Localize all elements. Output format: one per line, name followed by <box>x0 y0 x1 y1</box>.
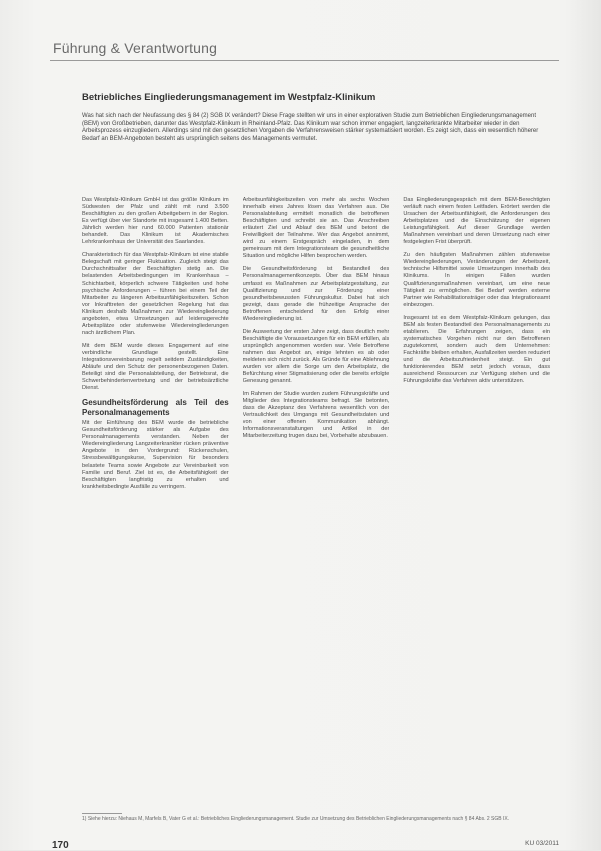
section-header: Führung & Verantwortung <box>53 40 218 56</box>
paragraph: Das Eingliederungsgespräch mit dem BEM-Berechtigten verläuft nach einem festen Leitfaden. Erörtert werden die Ursachen der Arbeitsunfähigkeit, die Anforderungen des Arbeitsplatzes und die Einschätzung der eigenen Leistungsfähigkeit. Auf dieser Grundlage werden Maßnahmen vereinbart und deren Umsetzung nach einer festgelegten Frist überprüft. <box>403 197 551 246</box>
text-column-1 <box>82 197 229 802</box>
paragraph: Das Westpfalz-Klinikum GmbH ist das größte Klinikum im Südwesten der Pfalz und zählt mit rund 3.500 Beschäftigten zu den großen Arbeitgebern in der Region. Es verfügt über vier Standorte mit insgesamt 1.400 Betten. Jährlich werden hier rund 60.000 Patienten stationär behandelt. Das Klinikum ist Akademisches Lehrkrankenhaus der Universität des Saarlandes. <box>82 197 229 246</box>
footnote-divider <box>82 813 122 814</box>
footnote-marker: 1) Siehe hierzu: <box>82 816 118 822</box>
article-title: Betriebliches Eingliederungsmanagement im Westpfalz-Klinikum <box>82 92 376 103</box>
subheading: Gesundheitsförderung als Teil des Personalmanagements <box>82 398 229 417</box>
journal-reference: KU 03/2011 <box>525 840 559 847</box>
paragraph: Im Rahmen der Studie wurden zudem Führungskräfte und Mitglieder des Integrationsteams befragt. Sie betonten, dass die Akzeptanz des Verfahrens wesentlich von der Vertraulichkeit des Umgangs mit Gesundheitsdaten und von einer offenen Kommunikation abhängt. Informationsveranstaltungen und Artikel in der Mitarbeiterzeitung trugen dazu bei, Vorbehalte abzubauen. <box>242 391 390 440</box>
article-lead: Was hat sich nach der Neufassung des § 84 (2) SGB IX verändert? Diese Frage stellten wir uns in einer explorativen Studie zum Betrieblichen Eingliederungsmanagement (BEM) von Großbetrieben, darunter das Westpfalz-Klinikum in Rheinland-Pfalz. Das Klinikum war schon immer engagiert, langzeiterkrankte Mitarbeiter wieder in den Arbeitsprozess einzugliedern. Allerdings sind mit den gesetzlichen Vorgaben die Verfahrensweisen stärker systematisiert worden. Es zeigt sich, dass ein wesentlich höherer Bedarf an BEM-Angeboten besteht als ursprünglich seitens des Managements vermutet. <box>82 113 539 142</box>
header-divider <box>50 60 559 61</box>
page-number: 170 <box>52 840 69 851</box>
paragraph: Charakteristisch für das Westpfalz-Klinikum ist eine stabile Belegschaft mit geringer Fluktuation. Zugleich steigt das Durchschnittsalter der Beschäftigten stetig an. Die belastenden Arbeitsbedingungen im Krankenhaus – Schichtarbeit, körperlich schwere Tätigkeiten und hohe psychische Anforderungen – führen bei einem Teil der Mitarbeiter zu längeren Arbeitsunfähigkeitszeiten. Schon vor Inkrafttreten der gesetzlichen Regelung hat das Klinikum deshalb Maßnahmen zur Wiedereingliederung angeboten, etwa Umsetzungen auf leidensgerechte Arbeitsplätze oder stufenweise Wiedereingliederungen nach ärztlichem Plan. <box>82 252 229 336</box>
text-column-3 <box>403 197 550 802</box>
paragraph: Mit der Einführung des BEM wurde die betriebliche Gesundheitsförderung stärker als Aufgabe des Personalmanagements verstanden. Neben der Wiedereingliederung Langzeiterkrankter rücken präventive Angebote in den Vordergrund: Rückenschulen, Stressbewältigungskurse, Supervision für besonders belastete Teams sowie Angebote zur Vereinbarkeit von Familie und Beruf. Ziel ist es, die Arbeitsfähigkeit der Beschäftigten langfristig zu erhalten und krankheitsbedingte Ausfälle zu verringern. <box>82 420 229 490</box>
article-intro <box>82 92 550 180</box>
paragraph: Die Gesundheitsförderung ist Bestandteil des Personalmanagementkonzepts. Über das BEM hinaus umfasst es Maßnahmen zur Arbeitsplatzgestaltung, zur Qualifizierung und zur Förderung einer gesundheitsbewussten Führungskultur. Dabei hat sich gezeigt, dass gerade die frühzeitige Ansprache der Betroffenen entscheidend für den Erfolg einer Wiedereingliederung ist. <box>242 266 390 322</box>
article-body <box>82 197 550 802</box>
paragraph: Arbeitsunfähigkeitszeiten von mehr als sechs Wochen innerhalb eines Jahres lösen das Verfahren aus. Die Personalabteilung ermittelt monatlich die betroffenen Beschäftigten und schreibt sie an. Das Anschreiben erläutert Ziel und Ablauf des BEM und betont die Freiwilligkeit der Teilnahme. Wer das Angebot annimmt, wird zu einem Erstgespräch eingeladen, in dem gemeinsam mit dem Integrationsteam die gesundheitliche Situation und mögliche Hilfen besprochen werden. <box>242 197 390 260</box>
paragraph: Die Auswertung der ersten Jahre zeigt, dass deutlich mehr Beschäftigte die Voraussetzungen für ein BEM erfüllen, als ursprünglich angenommen worden war. Viele Betroffene nahmen das Angebot an, einige lehnten es ab oder meldeten sich nicht zurück. Als Gründe für eine Ablehnung wurden vor allem die Sorge um den Arbeitsplatz, die Befürchtung einer Stigmatisierung oder die bereits erfolgte Genesung genannt. <box>242 328 390 385</box>
paragraph: Zu den häufigsten Maßnahmen zählen stufenweise Wiedereingliederungen, Veränderungen der Arbeitszeit, technische Hilfsmittel sowie Umsetzungen innerhalb des Klinikums. In einigen Fällen wurden Qualifizierungsmaßnahmen vereinbart, um eine neue Tätigkeit zu ermöglichen. Bei Bedarf werden externe Partner wie Rehabilitationsträger oder das Integrationsamt einbezogen. <box>403 252 551 308</box>
footnote-text: Niehaus M, Marfels B, Vater G et al.: Betriebliches Eingliederungsmanagement. Studie zur Umsetzung des Betrieblichen Eingliederungsmanagements nach § 84 Abs. 2 SGB IX. <box>118 816 510 822</box>
footnote <box>82 813 550 822</box>
paragraph: Insgesamt ist es dem Westpfalz-Klinikum gelungen, das BEM als festen Bestandteil des Personalmanagements zu etablieren. Die Erfahrungen zeigen, dass ein systematisches Vorgehen nicht nur den Betroffenen zugutekommt, sondern auch dem Unternehmen: Fachkräfte bleiben erhalten, Ausfallzeiten werden reduziert und die Arbeitszufriedenheit steigt. Ein gut funktionierendes BEM setzt jedoch voraus, dass ausreichend Ressourcen zur Verfügung stehen und die Führungskräfte das Verfahren aktiv unterstützen. <box>403 314 551 385</box>
paragraph: Mit dem BEM wurde dieses Engagement auf eine verbindliche Grundlage gestellt. Eine Integrationsvereinbarung regelt seitdem Zuständigkeiten, Abläufe und den Schutz der personenbezogenen Daten. Beteiligt sind die Personalabteilung, der Betriebsrat, die Schwerbehindertenvertretung und der betriebsärztliche Dienst. <box>82 342 229 392</box>
text-column-2 <box>243 197 390 802</box>
